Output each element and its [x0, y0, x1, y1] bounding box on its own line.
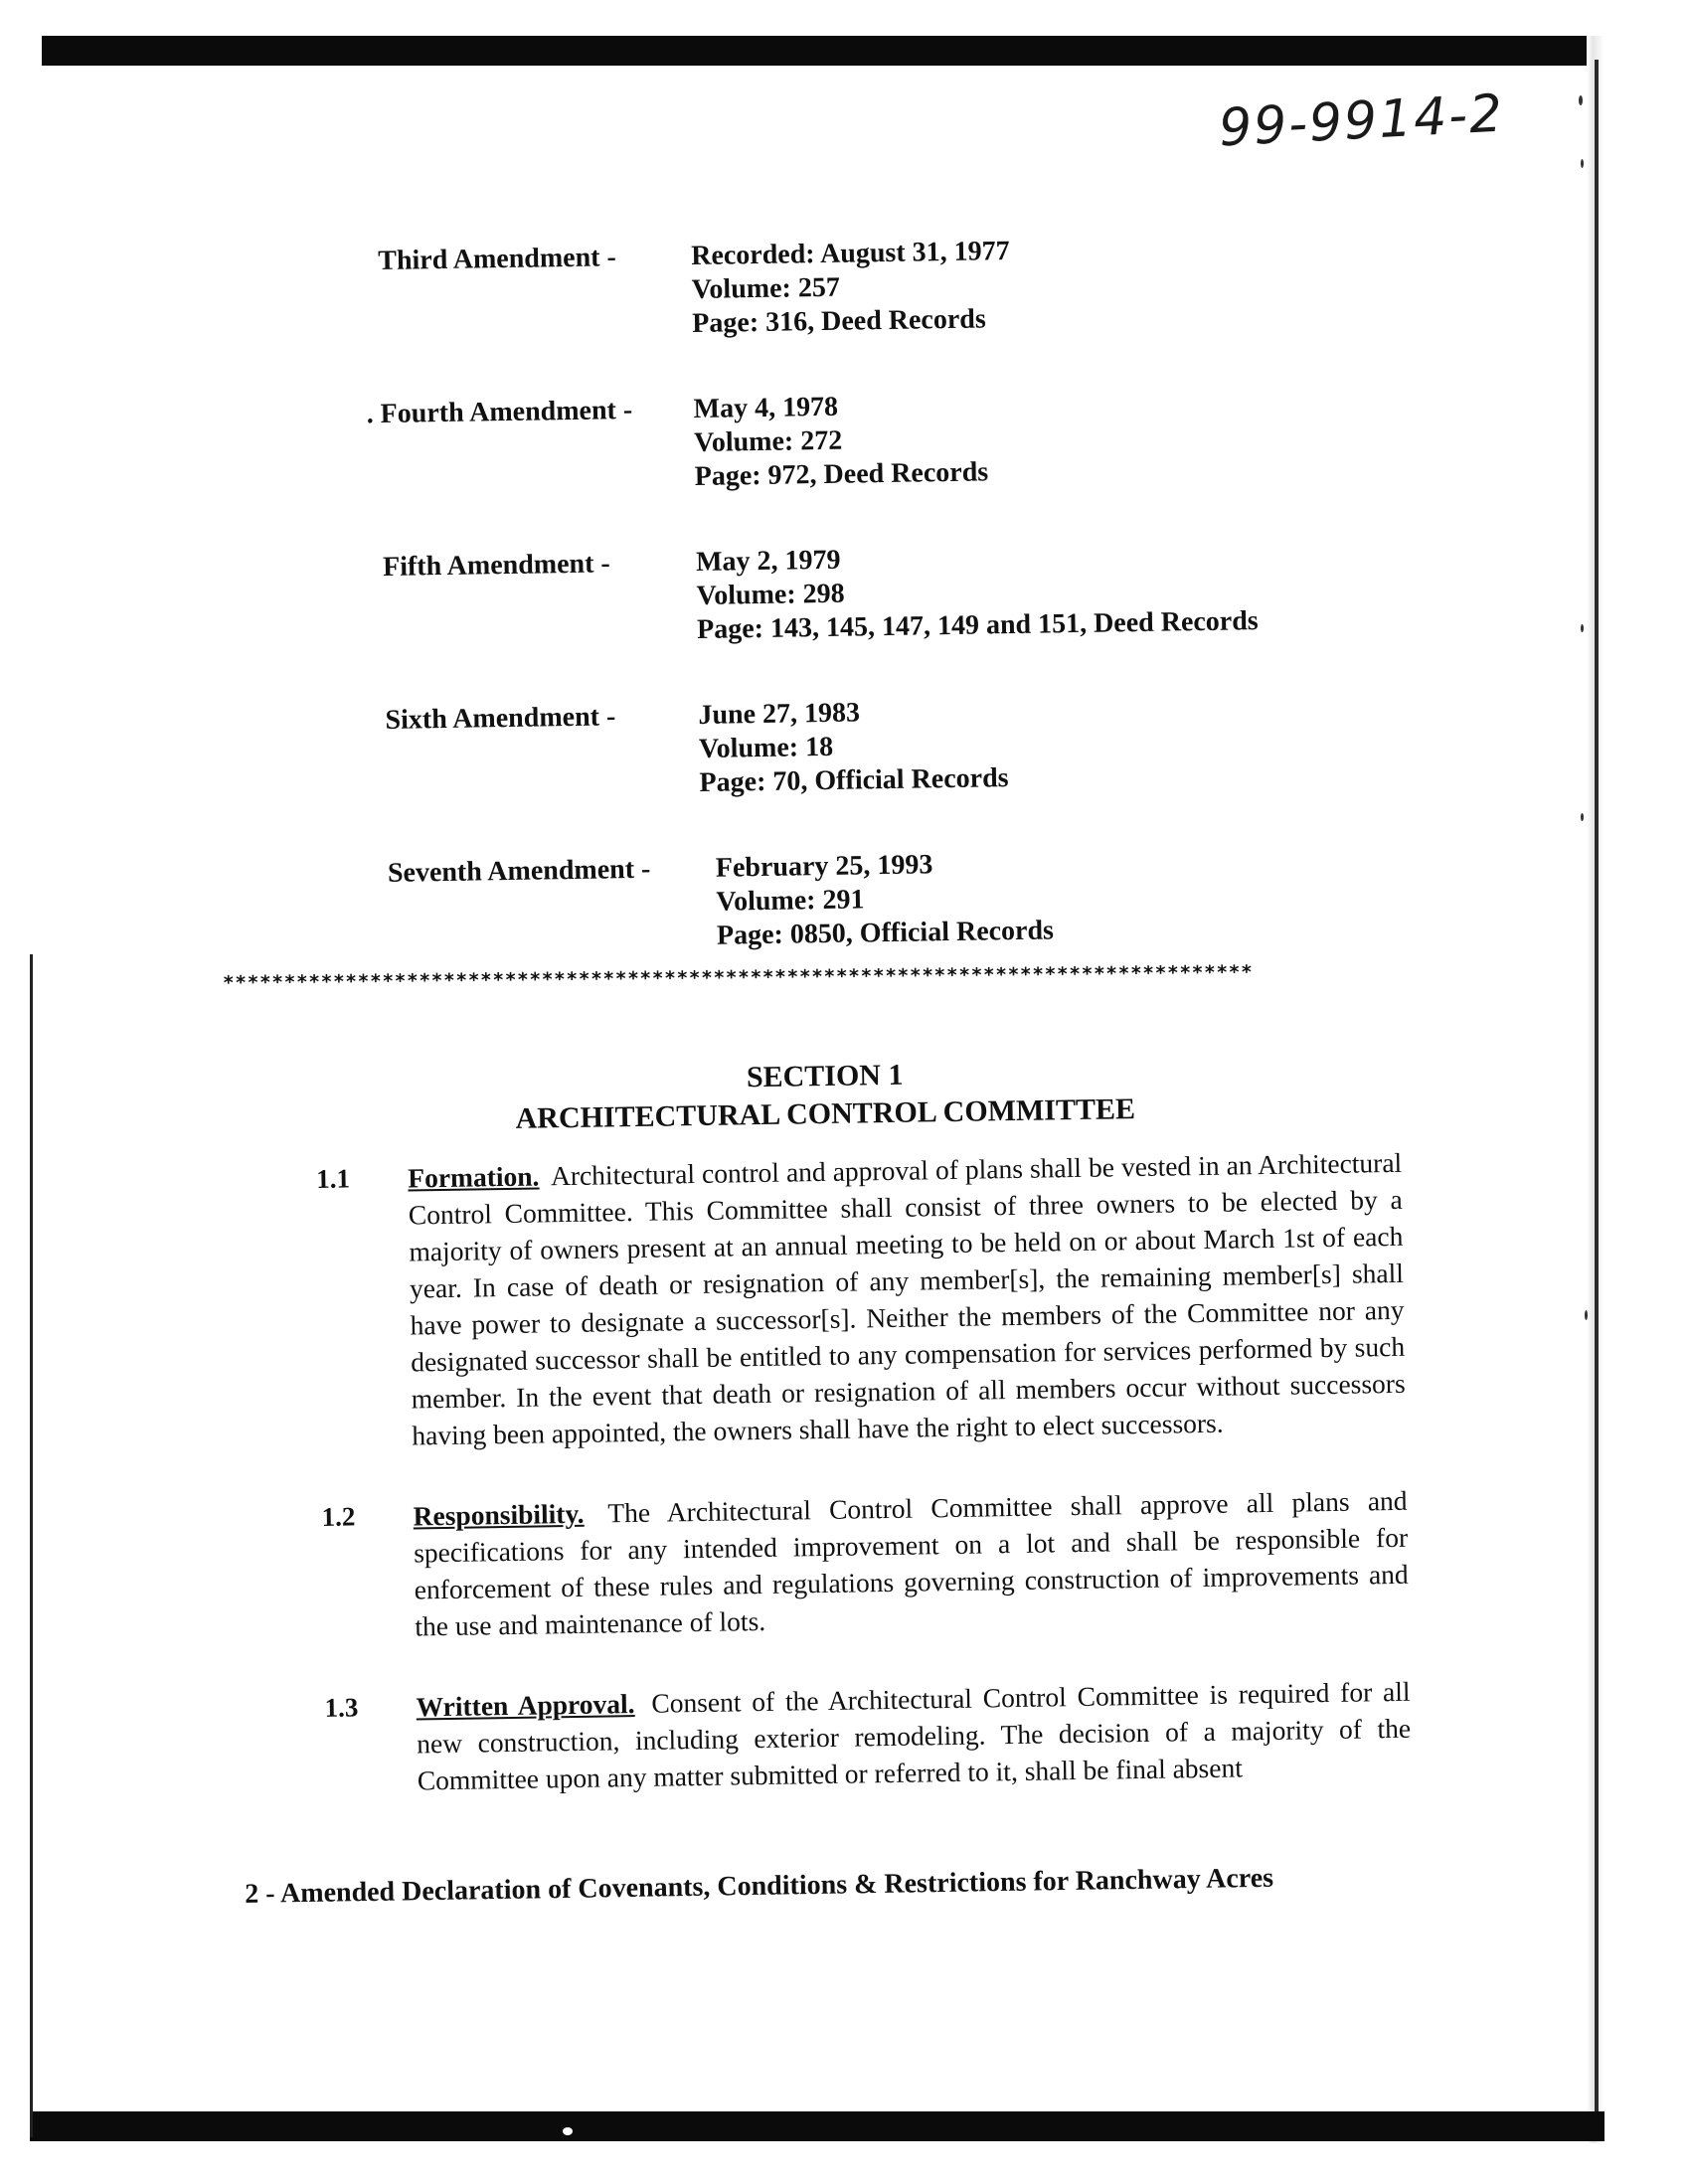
- scan-speck: [1581, 813, 1584, 821]
- section-heading: [397, 1051, 1253, 1139]
- asterisk-separator: ************************************************************************************: [223, 961, 1254, 994]
- clause-title: Responsibility.: [413, 1497, 585, 1532]
- scan-border-left: [30, 954, 33, 2137]
- amendment-recorded-date: February 25, 1993: [715, 849, 933, 884]
- scan-border-bottom: [30, 2111, 1604, 2141]
- amendment-label: Sixth Amendment -: [385, 701, 616, 736]
- clause-title: Formation.: [408, 1160, 540, 1194]
- scan-border-top: [42, 36, 1604, 66]
- amendment-entry: [383, 535, 1378, 652]
- amendment-details: [716, 846, 1055, 952]
- amendment-page: Page: 0850, Official Records: [716, 915, 1055, 951]
- clause-text: Architectural control and approval of plans shall be vested in an Architectural Control Committee. This Committee shall consist of three owners to be elected by a majority of owners present at an annual meeting to be held on or about March 1st of each year. In case of death or resignation of any member[s], the remaining member[s] shall have power to designate a successor[s]. Neither the members of the Committee nor any designated successor shall be entitled to any compensation for services performed by such member. In the event that death or resignation of all members occur without successors having been appointed, the owners shall have the right to elect successors.: [408, 1146, 1406, 1451]
- amendment-entry: [366, 382, 1375, 499]
- amendment-label: . Fourth Amendment -: [366, 394, 633, 430]
- amendment-label: Third Amendment -: [378, 242, 617, 276]
- clause-text: The Architectural Control Committee shall approve all plans and specifications for any intended improvement on a lot and shall be responsible for enforcement of these rules and regulations governing construction of improvements and the use and maintenance of lots.: [413, 1484, 1409, 1642]
- clause-number: 1.3: [324, 1692, 359, 1723]
- amendment-label: Seventh Amendment -: [387, 853, 651, 889]
- scan-speck: [1585, 1310, 1588, 1320]
- scan-speck: [1581, 159, 1584, 168]
- amendment-volume: Volume: 257: [691, 271, 841, 306]
- clause-number: 1.2: [321, 1501, 356, 1532]
- amendment-page: Page: 143, 145, 147, 149 and 151, Deed Records: [696, 605, 1259, 646]
- amendment-recorded-date: June 27, 1983: [698, 697, 861, 731]
- section-title: ARCHITECTURAL CONTROL COMMITTEE: [515, 1092, 1136, 1135]
- clause: [321, 1482, 1427, 1646]
- clause-number: 1.1: [316, 1163, 351, 1194]
- clause-text: Consent of the Architectural Control Committee is required for all new construction, including exterior remodeling. The decision of a majority of the Committee upon any matter submitted or referred to it, shall be final absent: [416, 1675, 1412, 1796]
- scan-speck: [563, 2127, 573, 2135]
- amendment-details: [696, 537, 1259, 647]
- amendment-volume: Volume: 18: [698, 731, 834, 764]
- amendment-volume: Volume: 298: [696, 578, 845, 612]
- amendment-volume: Volume: 272: [693, 424, 843, 459]
- amendment-details: [693, 388, 988, 494]
- amendment-details: [691, 235, 1011, 341]
- clause: [324, 1672, 1430, 1799]
- clause-body: [408, 1144, 1407, 1454]
- amendment-list: [366, 229, 1384, 1010]
- clause-body: [416, 1673, 1412, 1799]
- handwritten-document-number: 99-9914-2: [1217, 84, 1506, 159]
- amendment-entry: [388, 841, 1383, 958]
- section-number: SECTION 1: [746, 1058, 904, 1094]
- clause-list: [316, 1144, 1431, 1844]
- amendment-entry: [378, 229, 1373, 346]
- clause-body: [413, 1482, 1409, 1645]
- amendment-page: Page: 70, Official Records: [699, 762, 1009, 798]
- scan-border-right-line: [1595, 60, 1599, 2137]
- amendment-recorded-date: May 4, 1978: [693, 391, 839, 425]
- amendment-details: [698, 694, 1009, 800]
- amendment-recorded-date: May 2, 1979: [695, 544, 841, 579]
- scan-speck: [1581, 624, 1584, 632]
- amendment-recorded-date: Recorded: August 31, 1977: [690, 236, 1010, 272]
- amendment-page: Page: 316, Deed Records: [692, 303, 986, 340]
- amendment-entry: [385, 688, 1380, 805]
- amendment-label: Fifth Amendment -: [382, 548, 610, 583]
- page-footer: 2 - Amended Declaration of Covenants, Conditions & Restrictions for Ranchway Acres: [245, 1862, 1274, 1910]
- amendment-volume: Volume: 291: [716, 884, 865, 918]
- clause-title: Written Approval.: [416, 1688, 635, 1723]
- clause: [316, 1144, 1425, 1455]
- scan-speck: [1579, 95, 1583, 105]
- amendment-page: Page: 972, Deed Records: [694, 456, 989, 493]
